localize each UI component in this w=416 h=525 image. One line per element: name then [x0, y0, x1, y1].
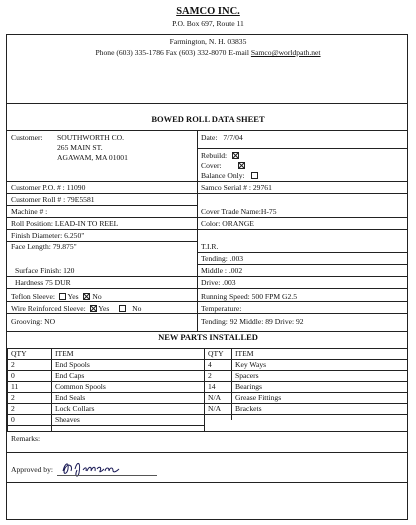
- part-qty: 4: [208, 360, 212, 369]
- temperature-readings: Tending: 92 Middle: 89 Drive: 92: [201, 317, 304, 326]
- roll-position-field: Roll Position: LEAD-IN TO REEL: [11, 219, 119, 228]
- teflon-sleeve-row: [11, 293, 102, 301]
- balance-only-field: [201, 172, 258, 180]
- wire-yes-checkbox[interactable]: [90, 305, 97, 312]
- cover-checkbox[interactable]: [238, 162, 245, 169]
- parts-col-item-right: ITEM: [235, 349, 254, 358]
- sheet-title: BOWED ROLL DATA SHEET: [151, 114, 265, 124]
- company-name: SAMCO INC.: [176, 6, 240, 17]
- date-label: Date:: [201, 133, 218, 142]
- cover-field: [201, 162, 245, 170]
- customer-city: AGAWAM, MA 01001: [57, 153, 128, 162]
- tir-label: T.I.R.: [201, 242, 219, 251]
- approved-by-label: Approved by:: [11, 465, 53, 474]
- part-item: Key Ways: [235, 360, 267, 369]
- running-speed-field: Running Speed: 500 FPM G2.5: [201, 292, 297, 301]
- teflon-no-label: No: [92, 292, 102, 301]
- part-item: End Caps: [55, 371, 85, 380]
- machine-field: Machine # :: [11, 207, 48, 216]
- part-item: Sheaves: [55, 415, 80, 424]
- finish-diameter-field: Finish Diameter: 6.250": [11, 231, 85, 240]
- part-qty: 0: [11, 415, 15, 424]
- customer-roll-field: Customer Roll # : 79E5581: [11, 195, 95, 204]
- grooving-field: Grooving: NO: [11, 317, 56, 326]
- tir-drive-field: Drive: .003: [201, 278, 236, 287]
- part-qty: 14: [208, 382, 216, 391]
- new-parts-heading: NEW PARTS INSTALLED: [158, 332, 258, 342]
- face-length-field: Face Length: 79.875": [11, 242, 77, 251]
- customer-po-field: Customer P.O. # : 11090: [11, 183, 86, 192]
- company-contact-line: [7, 49, 409, 57]
- cover-trade-name-field: Cover Trade Name:H-75: [201, 207, 277, 216]
- part-qty: 2: [11, 404, 15, 413]
- parts-col-qty-right: QTY: [208, 349, 224, 358]
- teflon-no-checkbox[interactable]: [83, 293, 90, 300]
- rebuild-label: Rebuild:: [201, 151, 228, 160]
- wire-sleeve-row: [11, 305, 141, 313]
- rebuild-checkbox[interactable]: [232, 152, 239, 159]
- part-qty: 11: [11, 382, 19, 391]
- customer-label: Customer:: [11, 133, 43, 142]
- company-phone-fax: Phone (603) 335-1786 Fax (603) 332-8070 E-mail: [95, 48, 251, 57]
- part-item: Brackets: [235, 404, 262, 413]
- hardness-field: Hardness 75 DUR: [15, 278, 71, 287]
- company-email-link[interactable]: Samco@worldpath.net: [250, 48, 321, 57]
- part-qty: 2: [11, 393, 15, 402]
- parts-col-qty-left: QTY: [11, 349, 27, 358]
- teflon-sleeve-label: Teflon Sleeve:: [11, 292, 55, 301]
- data-sheet: [6, 34, 408, 520]
- parts-col-item-left: ITEM: [55, 349, 74, 358]
- rebuild-field: [201, 152, 239, 160]
- wire-no-label: No: [132, 304, 142, 313]
- part-item: End Seals: [55, 393, 86, 402]
- company-address-line1: P.O. Box 697, Route 11: [172, 19, 244, 28]
- cover-label: Cover:: [201, 161, 222, 170]
- company-address-line2: Farmington, N. H. 03835: [169, 37, 247, 46]
- part-qty: N/A: [208, 393, 222, 402]
- wire-no-checkbox[interactable]: [119, 305, 126, 312]
- part-item: Spacers: [235, 371, 259, 380]
- tir-middle-field: Middle : .002: [201, 266, 243, 275]
- color-field: Color: ORANGE: [201, 219, 254, 228]
- date-field: [201, 134, 243, 142]
- part-qty: 0: [11, 371, 15, 380]
- part-item: Lock Collars: [55, 404, 95, 413]
- teflon-yes-checkbox[interactable]: [59, 293, 66, 300]
- part-qty: 2: [11, 360, 15, 369]
- wire-yes-label: Yes: [98, 304, 110, 313]
- date-value: 7/7/04: [223, 133, 243, 142]
- part-item: Bearings: [235, 382, 262, 391]
- part-item: Grease Fittings: [235, 393, 282, 402]
- samco-serial-field: Samco Serial # : 29761: [201, 183, 272, 192]
- remarks-label: Remarks:: [11, 434, 41, 443]
- balance-only-label: Balance Only:: [201, 171, 245, 180]
- balance-only-checkbox[interactable]: [251, 172, 258, 179]
- temperature-label: Temperature:: [201, 304, 242, 313]
- surface-finish-field: Surface Finish: 120: [15, 266, 75, 275]
- customer-name: SOUTHWORTH CO.: [57, 133, 125, 142]
- customer-street: 265 MAIN ST.: [57, 143, 103, 152]
- part-item: Common Spools: [55, 382, 106, 391]
- teflon-yes-label: Yes: [67, 292, 79, 301]
- tir-tending-field: Tending: .003: [201, 254, 244, 263]
- part-item: End Spools: [55, 360, 90, 369]
- part-qty: N/A: [208, 404, 222, 413]
- wire-sleeve-label: Wire Reinforced Sleeve:: [11, 304, 86, 313]
- part-qty: 2: [208, 371, 212, 380]
